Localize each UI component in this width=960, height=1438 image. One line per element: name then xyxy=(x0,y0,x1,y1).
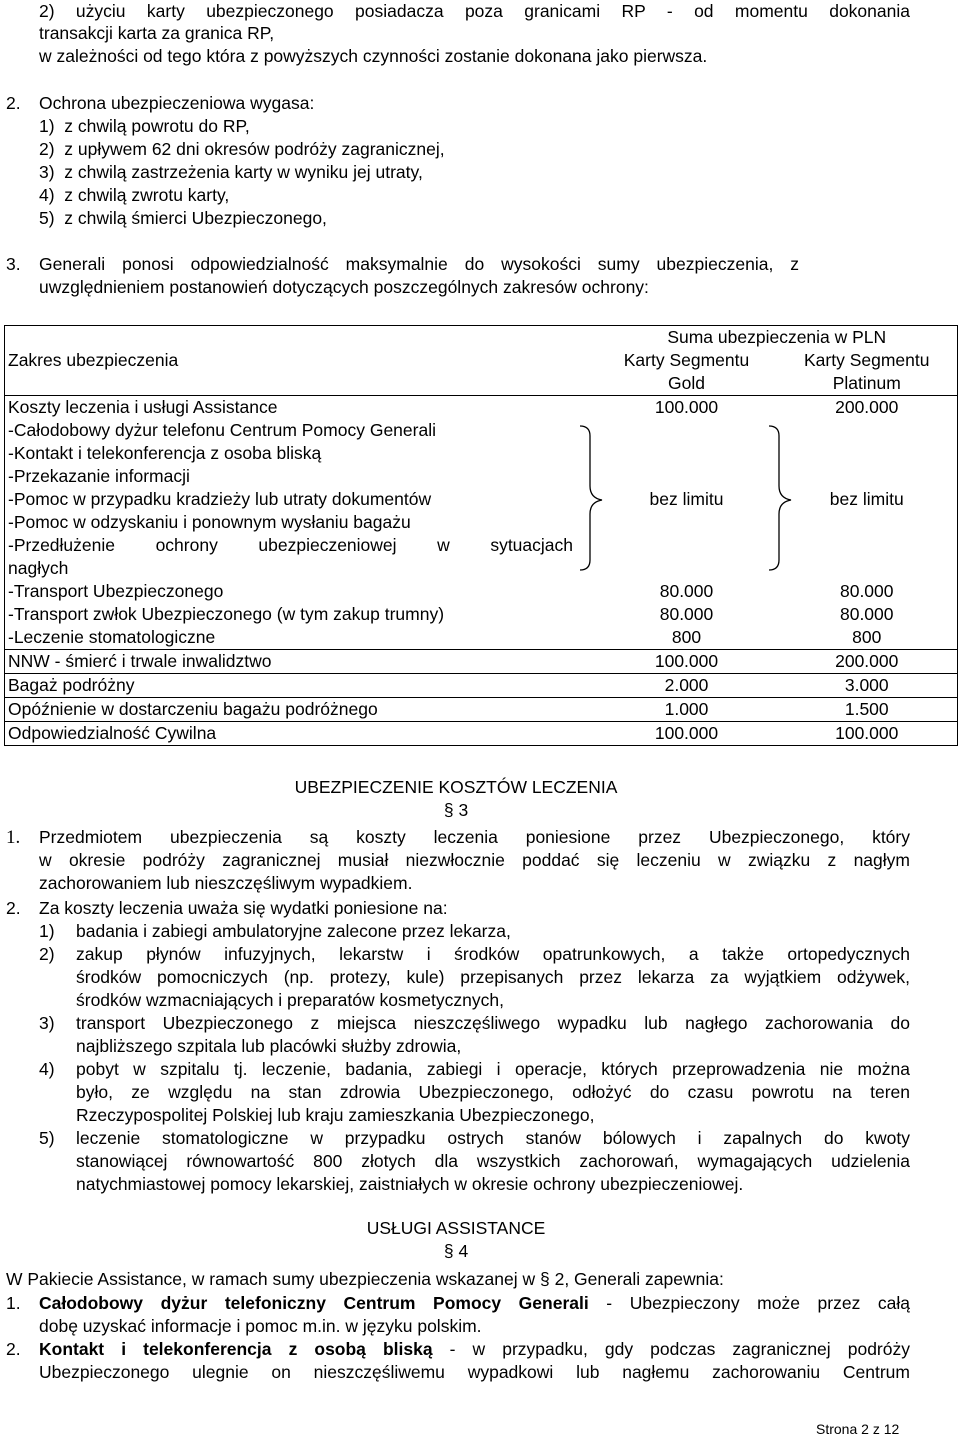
table-header-row-1 xyxy=(5,326,958,350)
row-label: Opóźnienie w dostarczeniu bagażu podróżnego xyxy=(5,698,597,722)
row-label: Odpowiedzialność Cywilna xyxy=(5,722,597,746)
medical-p2-text: Za koszty leczenia uważa się wydatki poniesione na: xyxy=(39,898,448,918)
section-2-item-3: 3) z chwilą zastrzeżenia karty w wyniku jej utraty, xyxy=(39,162,423,182)
table-row xyxy=(5,650,958,674)
continued-item-2-line-2: transakcji karta za granica RP, xyxy=(39,23,275,43)
paragraph-number: 3 xyxy=(458,800,469,820)
medical-item-4-num: 4) xyxy=(39,1059,55,1079)
row-label: NNW - śmierć i trwale inwalidztwo xyxy=(5,650,597,674)
medical-item-1-num: 1) xyxy=(39,921,55,941)
row-platinum-value: 3.000 xyxy=(777,674,958,698)
row-gold-value: 80.000 xyxy=(659,604,714,624)
section-3-line-2: uwzględnieniem postanowień dotyczących poszczególnych zakresów ochrony: xyxy=(39,277,649,297)
medical-p2-number: 2. xyxy=(6,898,21,918)
assistance-intro: W Pakiecie Assistance, w ramach sumy ubezpieczenia wskazanej w § 2, Generali zapewnia: xyxy=(6,1269,724,1289)
table-row xyxy=(5,674,958,698)
page-number: Strona 2 z 12 xyxy=(816,1421,900,1437)
brace-gold xyxy=(576,424,606,572)
medical-item-5-line-2: stanowiącej równowartość 800 złotych dla wszystkich zachorowań, wymagających udzielenia xyxy=(76,1151,910,1171)
row-label: -Transport zwłok Ubezpieczonego (w tym zakup trumny) xyxy=(5,603,597,626)
assistance-p2-line-2: Ubezpieczonego ulegnie on nieszczęśliwemu wypadkowi lub nagłemu zachorowaniu Centrum xyxy=(39,1362,910,1382)
medical-item-2-line-1: zakup płynów infuzyjnych, lekarstw i środków opatrunkowych, a także ortopedycznych xyxy=(76,944,910,964)
section-2-title: Ochrona ubezpieczeniowa wygasa: xyxy=(39,93,315,113)
header-platinum: Karty Segmentu xyxy=(777,349,958,372)
paragraph-number: 4 xyxy=(458,1241,469,1261)
row-platinum-value: 100.000 xyxy=(777,722,958,746)
assistance-item: -Kontakt i telekonferencja z osoba bliską xyxy=(8,443,322,463)
table-row-sub xyxy=(5,603,958,626)
header-gold: Karty Segmentu xyxy=(623,350,750,370)
assistance-item: -Przedłużenie ochrony ubezpieczeniowej w sytuacjach xyxy=(8,535,573,555)
medical-p1-line-2: w okresie podróży zagranicznej musiał niezwłocznie poddać się leczeniu w związku z nagłym xyxy=(39,850,910,870)
header-sum: Suma ubezpieczenia w PLN xyxy=(597,326,958,350)
brace-platinum xyxy=(765,424,795,572)
section-2-item-4: 4) z chwilą zwrotu karty, xyxy=(39,185,230,205)
section-3-line-1: Generali ponosi odpowiedzialność maksymalnie do wysokości sumy ubezpieczenia, z xyxy=(39,254,799,274)
medical-item-4-line-2: było, ze względu na stan zdrowia Ubezpieczonego, odłożyć do czasu powrotu na teren xyxy=(76,1082,910,1102)
header-gold-2: Gold xyxy=(668,373,705,393)
row-platinum-value: 200.000 xyxy=(777,396,958,420)
medical-item-1-line-1: badania i zabiegi ambulatoryjne zalecone przez lekarza, xyxy=(76,921,511,941)
row-gold-value: 1.000 xyxy=(597,698,777,722)
assistance-section-title: USŁUGI ASSISTANCE xyxy=(366,1218,546,1238)
medical-section-title: UBEZPIECZENIE KOSZTÓW LECZENIA xyxy=(294,777,618,797)
row-platinum-value: 1.500 xyxy=(777,698,958,722)
medical-section-paragraph: § 3 xyxy=(443,800,469,820)
table-row-medical xyxy=(5,396,958,420)
header-platinum-2: Platinum xyxy=(777,372,958,396)
row-gold-value: 2.000 xyxy=(597,674,777,698)
assistance-item: -Pomoc w przypadku kradzieży lub utraty dokumentów xyxy=(8,489,432,509)
table-row-sub xyxy=(5,580,958,603)
section-2-item-5: 5) z chwilą śmierci Ubezpieczonego, xyxy=(39,208,327,228)
medical-p1-line-3: zachorowaniem lub nieszczęśliwym wypadkiem. xyxy=(39,873,413,893)
row-gold-value: 800 xyxy=(671,627,702,647)
assistance-p1-line-1: Całodobowy dyżur telefoniczny Centrum Pomocy Generali - Ubezpieczony może przez całą xyxy=(39,1293,911,1313)
section-3-number: 3. xyxy=(6,254,21,274)
assistance-items xyxy=(5,419,597,580)
row-gold-value: 100.000 xyxy=(597,650,777,674)
medical-item-5-num: 5) xyxy=(39,1128,55,1148)
section-2-item-2: 2) z upływem 62 dni okresów podróży zagranicznej, xyxy=(39,139,445,159)
medical-p1-number: 1. xyxy=(6,827,21,848)
row-label: -Leczenie stomatologiczne xyxy=(5,626,597,650)
assistance-gold-value: bez limitu xyxy=(649,489,724,509)
medical-item-4-line-3: Rzeczypospolitej Polskiej lub kraju zamieszkania Ubezpieczonego, xyxy=(76,1105,595,1125)
assistance-item: -Przekazanie informacji xyxy=(8,466,190,486)
medical-item-4-line-1: pobyt w szpitalu tj. leczenie, badania, zabiegi i operacje, których przeprowadzenia nie można xyxy=(76,1059,910,1079)
medical-item-2-num: 2) xyxy=(39,944,55,964)
continued-item-2-line-3: w zależności od tego która z powyższych czynności zostanie dokonana jako pierwsza. xyxy=(39,46,708,66)
assistance-p2-line-1: Kontakt i telekonferencja z osobą bliską - w przypadku, gdy podczas zagranicznej podróży xyxy=(39,1339,910,1359)
assistance-p1-bold: Całodobowy dyżur telefoniczny Centrum Pomocy Generali xyxy=(39,1293,589,1313)
section-2-number: 2. xyxy=(6,93,21,113)
section-2-item-1: 1) z chwilą powrotu do RP, xyxy=(39,116,250,136)
medical-item-3-line-2: najbliższego szpitala lub placówki służby zdrowia, xyxy=(76,1036,462,1056)
row-platinum-value: 800 xyxy=(777,626,958,650)
row-gold-value: 100.000 xyxy=(597,396,777,420)
assistance-platinum-value: bez limitu xyxy=(777,419,958,580)
row-platinum-value: 80.000 xyxy=(777,603,958,626)
row-platinum-value: 200.000 xyxy=(777,650,958,674)
row-gold-value: 80.000 xyxy=(659,581,714,601)
assistance-p2-bold: Kontakt i telekonferencja z osobą bliską xyxy=(39,1339,433,1359)
header-scope: Zakres ubezpieczenia xyxy=(5,326,597,396)
medical-p1-line-1: Przedmiotem ubezpieczenia są koszty leczenia poniesione przez Ubezpieczonego, który xyxy=(39,827,910,847)
row-platinum-value: 80.000 xyxy=(777,580,958,603)
medical-item-2-line-3: środków wzmacniających i preparatów kosmetycznych, xyxy=(76,990,504,1010)
assistance-p2-number: 2. xyxy=(6,1339,21,1359)
medical-item-2-line-2: środków pomocniczych (np. protezy, kule) przepisanych przez lekarza za wyjątkiem odżywek, xyxy=(76,967,910,987)
row-label: Bagaż podróżny xyxy=(5,674,597,698)
assistance-p1-line-2: dobę uzyskać informacje i pomoc m.in. w języku polskim. xyxy=(39,1316,482,1336)
medical-item-5-line-3: natychmiastowej pomocy lekarskiej, zaistniałych w okresie ochrony ubezpieczeniowej. xyxy=(76,1174,744,1194)
table-row-sub xyxy=(5,626,958,650)
medical-item-3-num: 3) xyxy=(39,1013,55,1033)
assistance-p1-number: 1. xyxy=(6,1293,21,1313)
coverage-table xyxy=(4,325,958,746)
assistance-item: -Całodobowy dyżur telefonu Centrum Pomocy Generali xyxy=(8,420,436,440)
row-gold-value: 100.000 xyxy=(597,722,777,746)
continued-item-2-line-1: 2) użyciu karty ubezpieczonego posiadacza poza granicami RP - od momentu dokonania xyxy=(39,1,910,21)
assistance-item: nagłych xyxy=(8,558,69,578)
medical-item-3-line-1: transport Ubezpieczonego z miejsca nieszczęśliwego wypadku lub nagłego zachorowania do xyxy=(76,1013,910,1033)
table-row xyxy=(5,722,958,746)
medical-item-5-line-1: leczenie stomatologiczne w przypadku ostrych stanów bólowych i zapalnych do kwoty xyxy=(76,1128,910,1148)
assistance-item: -Pomoc w odzyskaniu i ponownym wysłaniu bagażu xyxy=(8,512,411,532)
row-label: -Transport Ubezpieczonego xyxy=(5,580,597,603)
assistance-section-paragraph: § 4 xyxy=(443,1241,469,1261)
table-row xyxy=(5,698,958,722)
table-row-assistance xyxy=(5,419,958,580)
row-label: Koszty leczenia i usługi Assistance xyxy=(5,396,597,420)
